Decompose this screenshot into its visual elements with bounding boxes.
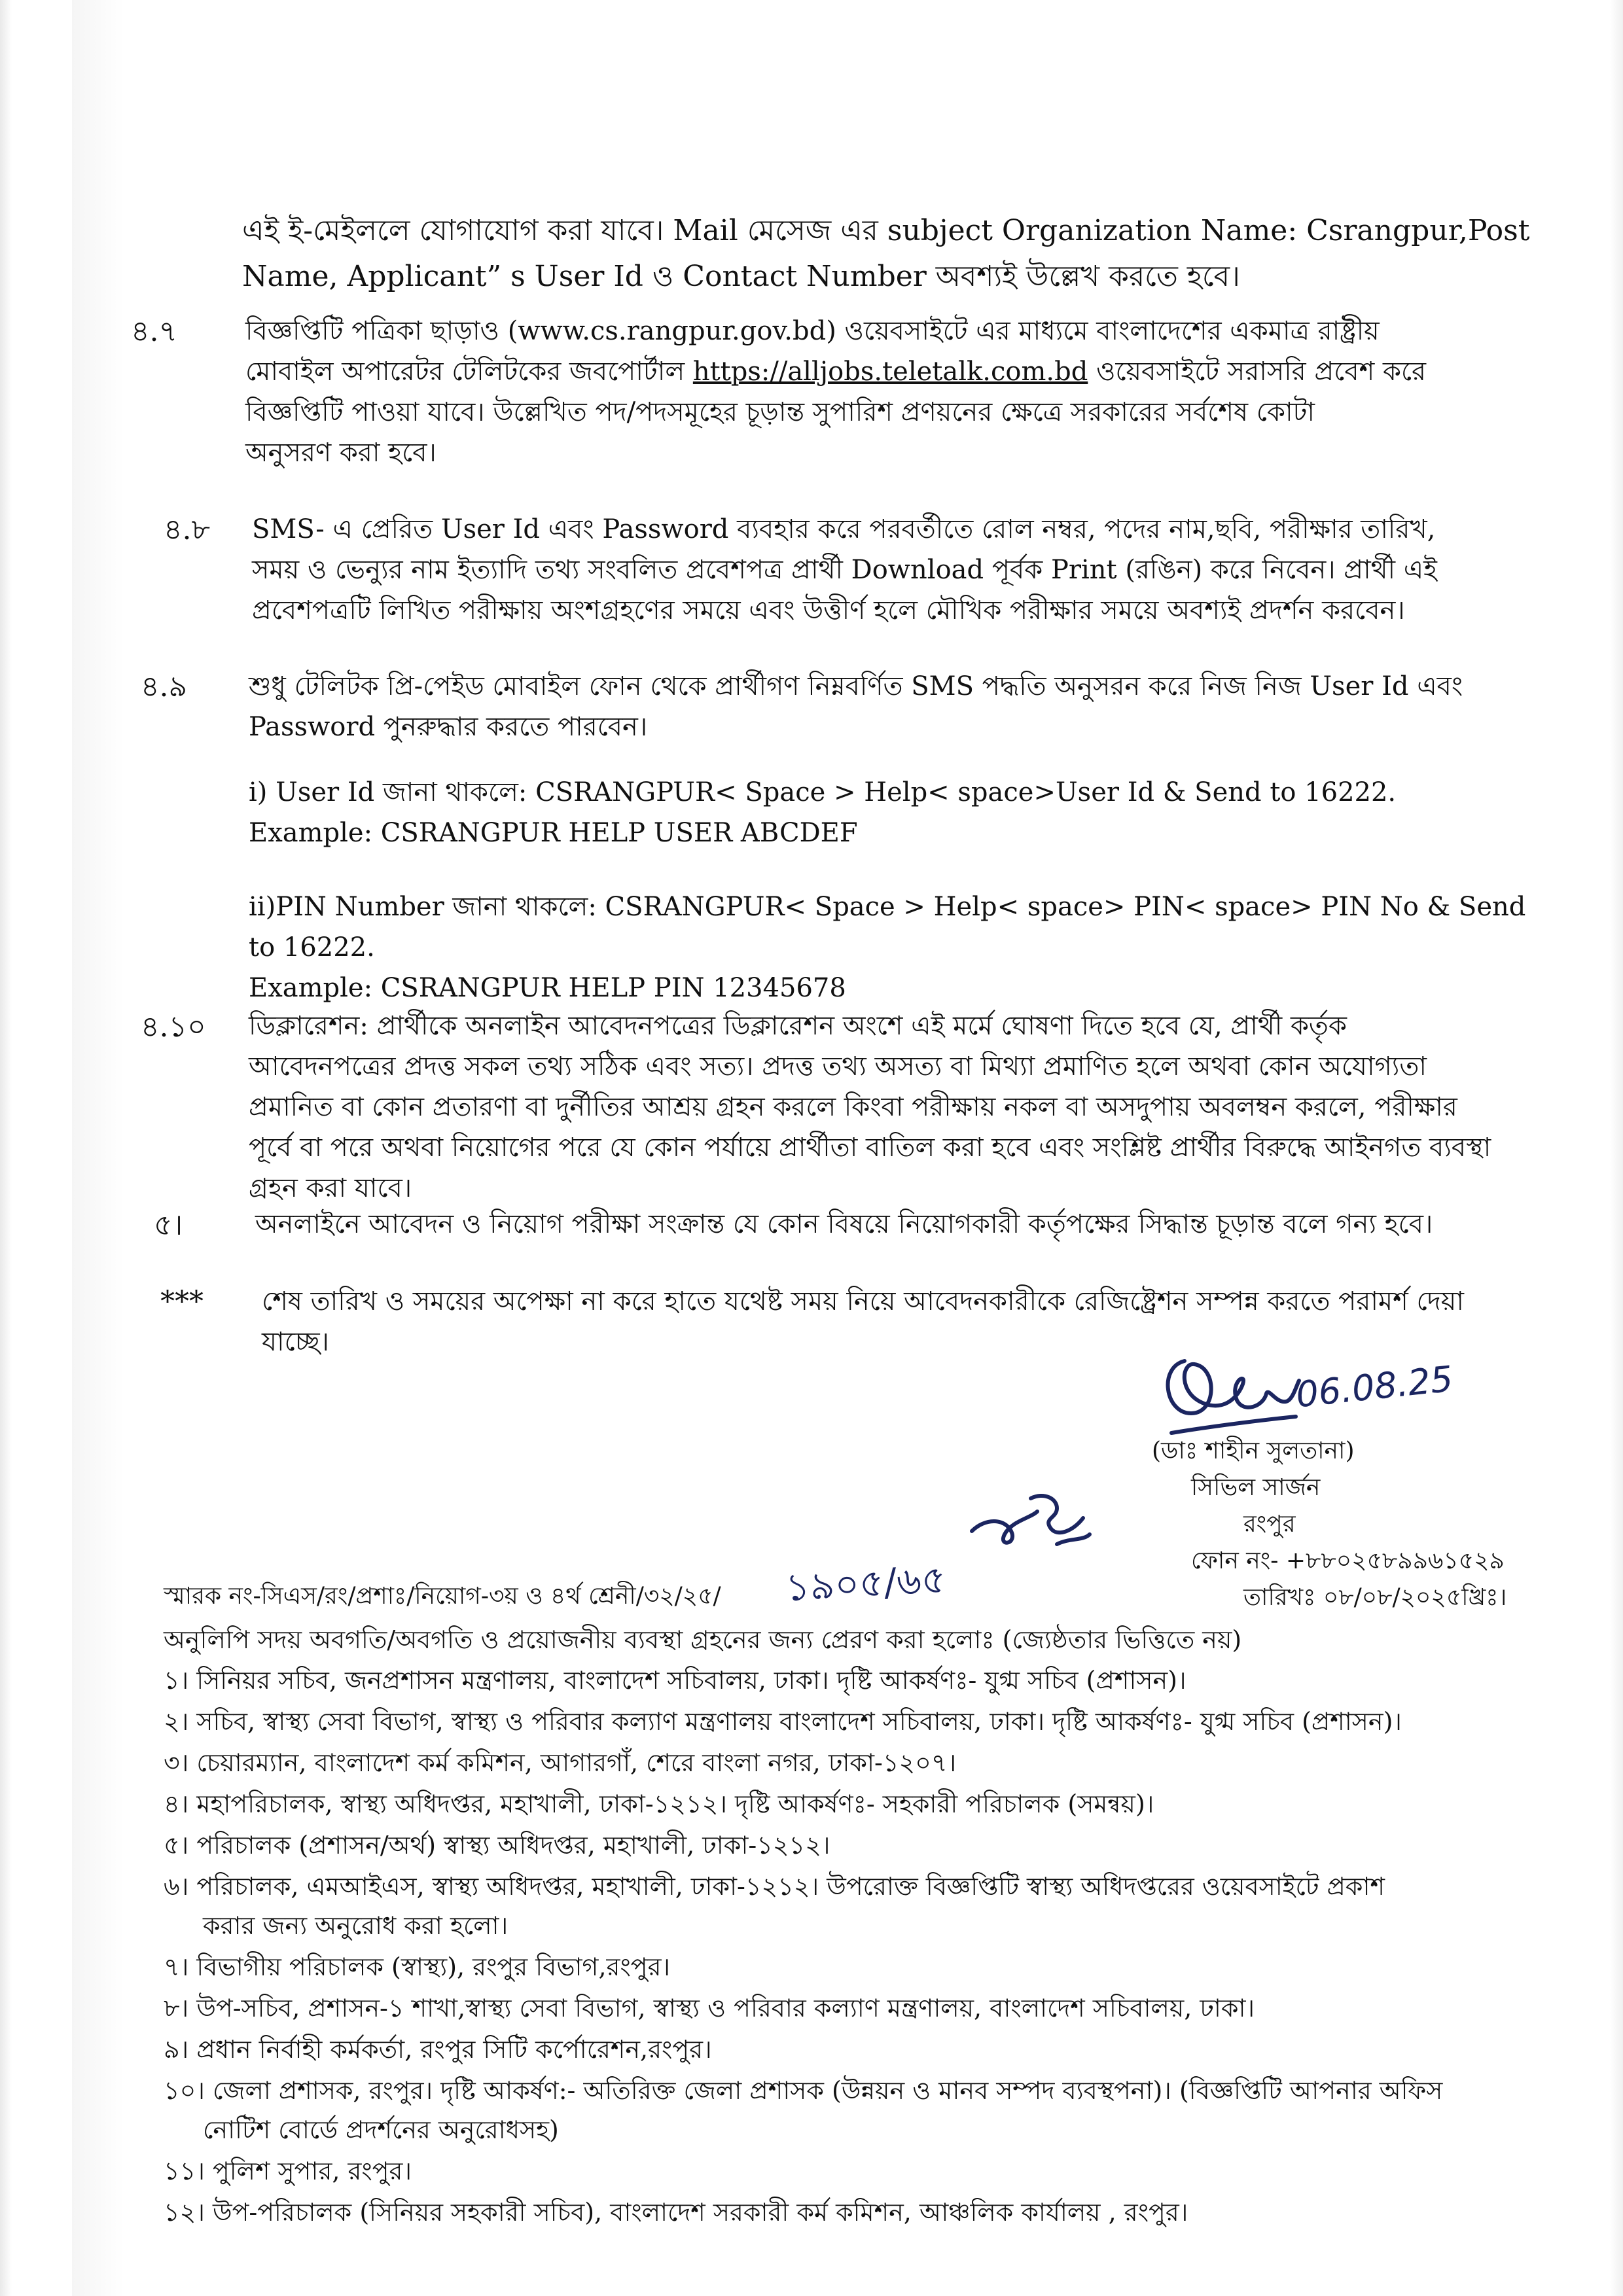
signatory-title: সিভিল সার্জন bbox=[1191, 1474, 1321, 1501]
section-number: ৫। bbox=[154, 1209, 183, 1242]
section-4-8 bbox=[252, 509, 1541, 631]
section-line: প্রবেশপত্রটি লিখিত পরীক্ষায় অংশগ্রহণের সময়ে এবং উত্তীর্ণ হলে মৌখিক পরীক্ষার সময়ে অবশ্যই প্রদর্শন করবেন। bbox=[252, 595, 1405, 626]
cc-item: ৯। প্রধান নির্বাহী কর্মকর্তা, রংপুর সিটি কর্পোরেশন,রংপুর। bbox=[164, 2035, 712, 2064]
section-line: গ্রহন করা যাবে। bbox=[249, 1173, 412, 1203]
signatory-name: (ডাঃ শাহীন সুলতানা) bbox=[1152, 1438, 1355, 1464]
section-line: অনলাইনে আবেদন ও নিয়োগ পরীক্ষা সংক্রান্ত যে কোন বিষয়ে নিয়োগকারী কর্তৃপক্ষের সিদ্ধান্ত চূড়ান্ত বলে গন্য হবে। bbox=[255, 1209, 1433, 1239]
cc-item: ১১। পুলিশ সুপার, রংপুর। bbox=[164, 2157, 412, 2185]
signatory-date: তারিখঃ ০৮/০৮/২০২৫খ্রিঃ। bbox=[1243, 1584, 1507, 1611]
section-text: মোবাইল অপারেটর টেলিটকের জবপোর্টাল bbox=[245, 357, 693, 387]
section-4-9 bbox=[249, 666, 1541, 747]
section-line: পূর্বে বা পরে অথবা নিয়োগের পরে যে কোন পর্যায়ে প্রার্থীতা বাতিল করা হবে এবং সংশ্লিষ্ট প্রার্থীর বিরুদ্ধে আইনগত ব্যবস্থা bbox=[249, 1133, 1491, 1163]
handwritten-sign-date: 06.08.25 bbox=[1294, 1358, 1455, 1416]
section-line: অনুসরণ করা হবে। bbox=[245, 438, 437, 468]
sms-example: Example: CSRANGPUR HELP PIN 12345678 bbox=[249, 973, 846, 1003]
note-mark: *** bbox=[160, 1285, 204, 1318]
cc-item: ৫। পরিচালক (প্রশাসন/অর্থ) স্বাস্থ্য অধিদপ্তর, মহাখালী, ঢাকা-১২১২। bbox=[164, 1831, 830, 1860]
intro-line: Name, Applicant” s User Id ও Contact Number অবশ্যই উল্লেখ করতে হবে। bbox=[242, 260, 1240, 293]
cc-intro: অনুলিপি সদয় অবগতি/অবগতি ও প্রয়োজনীয় ব্যবস্থা গ্রহনের জন্য প্রেরণ করা হলোঃ (জ্যেষ্ঠতার ভিত্তিতে নয়) bbox=[164, 1625, 1242, 1654]
initial-scribble bbox=[959, 1472, 1109, 1570]
section-number: ৪.১০ bbox=[141, 1010, 206, 1044]
cc-item: ৭। বিভাগীয় পরিচালক (স্বাস্থ্য), রংপুর বিভাগ,রংপুর। bbox=[164, 1952, 671, 1981]
cc-item: ৩। চেয়ারম্যান, বাংলাদেশ কর্ম কমিশন, আগারগাঁ, শেরে বাংলা নগর, ঢাকা-১২০৭। bbox=[164, 1748, 957, 1777]
section-line: বিজ্ঞপ্তিটি পাওয়া যাবে। উল্লেখিত পদ/পদসমূহের চূড়ান্ত সুপারিশ প্রণয়নের ক্ষেত্রে সরকারের সর্বশেষ কোটা bbox=[245, 397, 1315, 427]
cc-item-continued: নোটিশ বোর্ডে প্রদর্শনের অনুরোধসহ) bbox=[203, 2115, 559, 2144]
intro-line: এই ই-মেইললে যোগাযোগ করা যাবে। Mail মেসেজ এর subject Organization Name: Csrangpur,Post bbox=[242, 214, 1530, 247]
section-line: শুধু টেলিটক প্রি-পেইড মোবাইল ফোন থেকে প্রার্থীগণ নিম্নবর্ণিত SMS পদ্ধতি অনুসরন করে নিজ নিজ User Id এবং bbox=[249, 671, 1463, 701]
page-shadow bbox=[72, 0, 124, 2296]
section-5 bbox=[255, 1204, 1541, 1245]
section-4-10 bbox=[249, 1006, 1541, 1209]
section-line: বিজ্ঞপ্তিটি পত্রিকা ছাড়াও (www.cs.rangpur.gov.bd) ওয়েবসাইটে এর মাধ্যমে বাংলাদেশের একমাত্র রাষ্ট্রীয় bbox=[245, 316, 1380, 346]
section-number: ৪.৮ bbox=[164, 513, 211, 546]
signatory-phone: ফোন নং- +৮৮০২৫৮৯৯৬১৫২৯ bbox=[1191, 1547, 1505, 1574]
cc-item-continued: করার জন্য অনুরোধ করা হলো। bbox=[203, 1911, 508, 1940]
sms-line: ii)PIN Number জানা থাকলে: CSRANGPUR< Space > Help< space> PIN< space> PIN No & Send bbox=[249, 892, 1526, 922]
section-line: SMS- এ প্রেরিত User Id এবং Password ব্যবহার করে পরবর্তীতে রোল নম্বর, পদের নাম,ছবি, পরীক্ষার তারিখ, bbox=[252, 514, 1436, 544]
sms-line: to 16222. bbox=[249, 932, 375, 963]
section-line: ডিক্লারেশন: প্রার্থীকে অনলাইন আবেদনপত্রের ডিক্লারেশন অংশে এই মর্মে ঘোষণা দিতে হবে যে, প্রার্থী কর্তৃক bbox=[249, 1011, 1347, 1041]
cc-item: ৮। উপ-সচিব, প্রশাসন-১ শাখা,স্বাস্থ্য সেবা বিভাগ, স্বাস্থ্য ও পরিবার কল্যাণ মন্ত্রণালয়, বাংলাদেশ সচিবালয়, ঢাকা। bbox=[164, 1994, 1255, 2022]
signatory-block bbox=[1113, 1335, 1571, 1616]
note-line: শেষ তারিখ ও সময়ের অপেক্ষা না করে হাতে যথেষ্ট সময় নিয়ে আবেদনকারীকে রেজিষ্ট্রেশন সম্পন্ন করতে পরামর্শ দেয়া bbox=[262, 1286, 1464, 1316]
sms-example: Example: CSRANGPUR HELP USER ABCDEF bbox=[249, 818, 858, 848]
section-text: ওয়েবসাইটে সরাসরি প্রবেশ করে bbox=[1088, 357, 1427, 387]
cc-item: ১২। উপ-পরিচালক (সিনিয়র সহকারী সচিব), বাংলাদেশ সরকারী কর্ম কমিশন, আঞ্চলিক কার্যালয় , রংপুর। bbox=[164, 2198, 1188, 2227]
memo-reference: স্মারক নং-সিএস/রং/প্রশাঃ/নিয়োগ-৩য় ও ৪র্থ শ্রেনী/৩২/২৫/ bbox=[164, 1583, 721, 1610]
section-4-7 bbox=[245, 311, 1541, 473]
section-line bbox=[245, 351, 1541, 392]
signatory-place: রংপুর bbox=[1243, 1511, 1296, 1538]
cc-item: ২। সচিব, স্বাস্থ্য সেবা বিভাগ, স্বাস্থ্য ও পরিবার কল্যাণ মন্ত্রণালয় বাংলাদেশ সচিবালয়, ঢাকা। দৃষ্টি আকর্ষণঃ- যুগ্ম সচিব (প্রশাসন)। bbox=[164, 1707, 1402, 1736]
note-line: যাচ্ছে। bbox=[262, 1327, 329, 1357]
section-number: ৪.৯ bbox=[141, 670, 188, 703]
section-line: সময় ও ভেন্যুর নাম ইত্যাদি তথ্য সংবলিত প্রবেশপত্র প্রার্থী Download পূর্বক Print (রঙিন) করে নিবেন। প্রার্থী এই bbox=[252, 555, 1437, 585]
sms-pin-instruction bbox=[249, 887, 1541, 1008]
teletalk-link[interactable]: https://alljobs.teletalk.com.bd bbox=[692, 357, 1088, 387]
section-number: ৪.৭ bbox=[131, 315, 178, 348]
cc-item: ১। সিনিয়র সচিব, জনপ্রশাসন মন্ত্রণালয়, বাংলাদেশ সচিবালয়, ঢাকা। দৃষ্টি আকর্ষণঃ- যুগ্ম সচিব (প্রশাসন)। bbox=[164, 1666, 1186, 1695]
memo-handwritten-number: ১৯০৫/৬৫ bbox=[784, 1557, 948, 1610]
sms-line: i) User Id জানা থাকলে: CSRANGPUR< Space > Help< space>User Id & Send to 16222. bbox=[249, 777, 1397, 807]
section-line: আবেদনপত্রের প্রদত্ত সকল তথ্য সঠিক এবং সত্য। প্রদত্ত তথ্য অসত্য বা মিথ্যা প্রমাণিত হলে অথবা কোন অযোগ্যতা bbox=[249, 1051, 1427, 1082]
intro-paragraph bbox=[242, 208, 1544, 300]
section-line: Password পুনরুদ্ধার করতে পারবেন। bbox=[249, 712, 648, 742]
cc-item: ১০। জেলা প্রশাসক, রংপুর। দৃষ্টি আকর্ষণ:- অতিরিক্ত জেলা প্রশাসক (উন্নয়ন ও মানব সম্পদ ব্যবস্থপনা)। (বিজ্ঞপ্তিটি আপনার অফিস bbox=[164, 2076, 1443, 2105]
sms-user-id-instruction bbox=[249, 772, 1541, 853]
cc-item: ৪। মহাপরিচালক, স্বাস্থ্য অধিদপ্তর, মহাখালী, ঢাকা-১২১২। দৃষ্টি আকর্ষণঃ- সহকারী পরিচালক (সমন্বয়)। bbox=[164, 1790, 1154, 1818]
section-line: প্রমানিত বা কোন প্রতারণা বা দুর্নীতির আশ্রয় গ্রহন করলে কিংবা পরীক্ষায় নকল বা অসদুপায় অবলম্বন করলে, পরীক্ষার bbox=[249, 1092, 1457, 1122]
cc-item: ৬। পরিচালক, এমআইএস, স্বাস্থ্য অধিদপ্তর, মহাখালী, ঢাকা-১২১২। উপরোক্ত বিজ্ঞপ্তিটি স্বাস্থ্য অধিদপ্তরের ওয়েবসাইটে প্রকাশ bbox=[164, 1872, 1385, 1901]
